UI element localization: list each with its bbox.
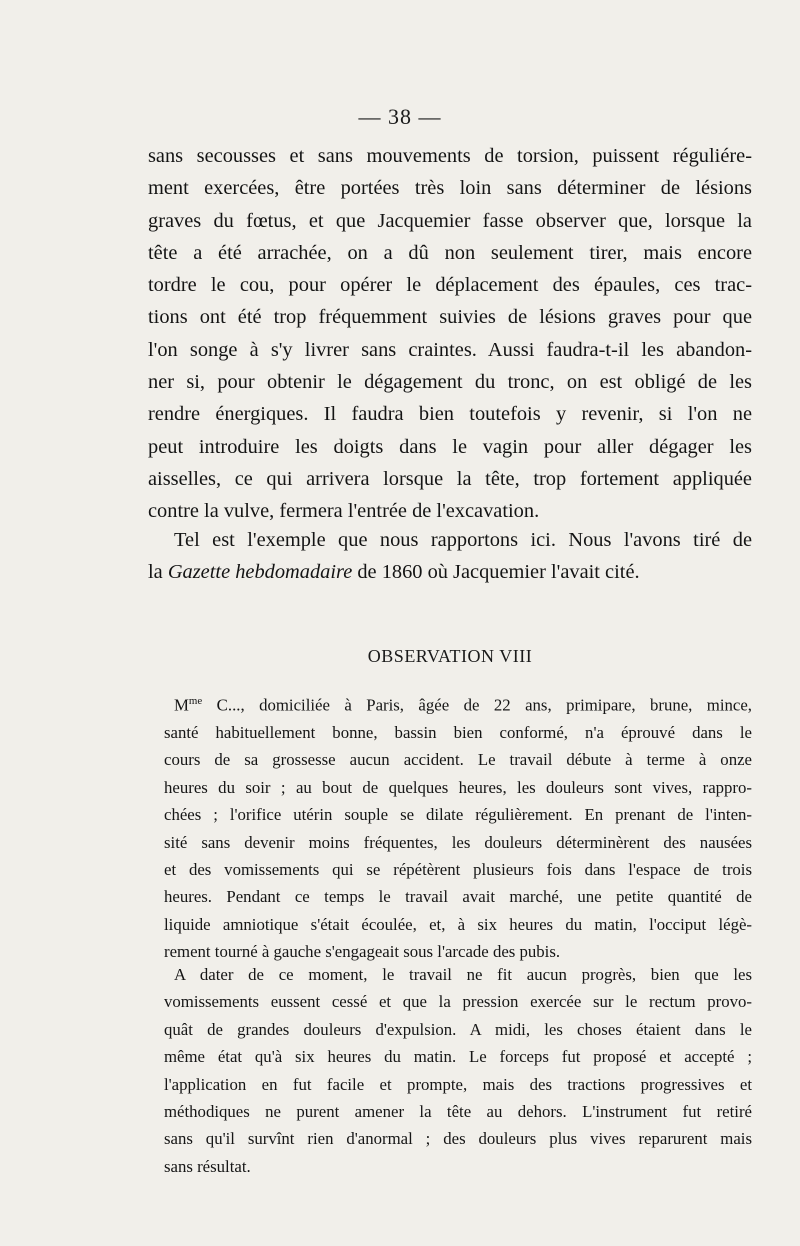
text-line: tions ont été trop fréquemment suivies de lésions graves pour que bbox=[148, 306, 752, 329]
citation-prefix: la bbox=[148, 561, 168, 584]
text-line: rement tourné à gauche s'engageait sous l'arcade des pubis. bbox=[164, 942, 561, 962]
text-line: ment exercées, être portées très loin sans déterminer de lésions bbox=[148, 177, 752, 200]
text-line: sité sans devenir moins fréquentes, les douleurs déterminèrent des nausées bbox=[164, 832, 752, 852]
text-line: liquide amniotique s'était écoulée, et, à six heures du matin, l'occiput légè- bbox=[164, 914, 752, 934]
text-line: et des vomissements qui se répétèrent plusieurs fois dans l'espace de trois bbox=[164, 860, 752, 880]
text-line: sans qu'il survînt rien d'anormal ; des douleurs plus vives reparurent mais bbox=[164, 1129, 752, 1149]
body-paragraph-1 bbox=[148, 140, 752, 528]
text-line: quât de grandes douleurs d'expulsion. A midi, les choses étaient dans le bbox=[164, 1019, 752, 1039]
text-line: santé habituellement bonne, bassin bien conformé, n'a éprouvé dans le bbox=[164, 723, 752, 742]
text-line: Tel est l'exemple que nous rapportons ici. Nous l'avons tiré de bbox=[174, 529, 752, 551]
text-line: méthodiques ne purent amener la tête au dehors. L'instrument fut retiré bbox=[164, 1102, 752, 1122]
text-line bbox=[164, 688, 752, 719]
text-line: A dater de ce moment, le travail ne fit aucun progrès, bien que les bbox=[174, 965, 752, 984]
text-line: vomissements eussent cessé et que la pression exercée sur le rectum provo- bbox=[164, 992, 752, 1012]
text-line: sans secousses et sans mouvements de torsion, puissent réguliére- bbox=[148, 145, 752, 167]
observation-paragraph-1 bbox=[164, 688, 752, 966]
text-line: l'on songe à s'y livrer sans craintes. Aussi faudra-t-il les abandon- bbox=[148, 338, 752, 361]
text-line: tordre le cou, pour opérer le déplacement des épaules, ces trac- bbox=[148, 274, 752, 297]
text-line: l'application en fut facile et prompte, mais des tractions progressives et bbox=[164, 1074, 752, 1094]
section-heading: OBSERVATION VIII bbox=[367, 646, 533, 666]
observation-paragraph-2 bbox=[164, 961, 752, 1180]
text-line: graves du fœtus, et que Jacquemier fasse observer que, lorsque la bbox=[148, 209, 752, 232]
text-line: tête a été arrachée, on a dû non seulement tirer, mais encore bbox=[148, 241, 752, 264]
text-line: aisselles, ce qui arrivera lorsque la tête, trop fortement appliquée bbox=[148, 467, 752, 490]
text-line: rendre énergiques. Il faudra bien toutefois y revenir, si l'on ne bbox=[148, 403, 752, 426]
journal-title: Gazette hebdomadaire bbox=[167, 561, 353, 584]
honorific-superscript: me bbox=[188, 695, 203, 707]
text-line: heures. Pendant ce temps le travail avait marché, une petite quantité de bbox=[164, 887, 752, 907]
page-number: — 38 — bbox=[358, 104, 442, 129]
text-line-citation bbox=[148, 556, 752, 588]
text-line: peut introduire les doigts dans le vagin pour aller dégager les bbox=[148, 435, 752, 458]
honorific: M bbox=[174, 695, 189, 715]
text-line: cours de sa grossesse aucun accident. Le travail débute à terme à onze bbox=[164, 750, 752, 770]
text-line-rest: C..., domiciliée à Paris, âgée de 22 ans, primipare, brune, mince, bbox=[202, 695, 752, 715]
text-line: ner si, pour obtenir le dégagement du tronc, on est obligé de les bbox=[148, 371, 752, 394]
citation-suffix: de 1860 où Jacquemier l'avait cité. bbox=[352, 561, 640, 584]
text-line: même état qu'à six heures du matin. Le forceps fut proposé et accepté ; bbox=[164, 1047, 752, 1067]
text-line: sans résultat. bbox=[164, 1156, 251, 1176]
text-line: contre la vulve, fermera l'entrée de l'excavation. bbox=[148, 500, 540, 523]
text-line: heures du soir ; au bout de quelques heures, les douleurs sont vives, rappro- bbox=[164, 777, 752, 797]
body-paragraph-2 bbox=[148, 524, 752, 589]
text-line: chées ; l'orifice utérin souple se dilate régulièrement. En prenant de l'inten- bbox=[164, 805, 752, 825]
